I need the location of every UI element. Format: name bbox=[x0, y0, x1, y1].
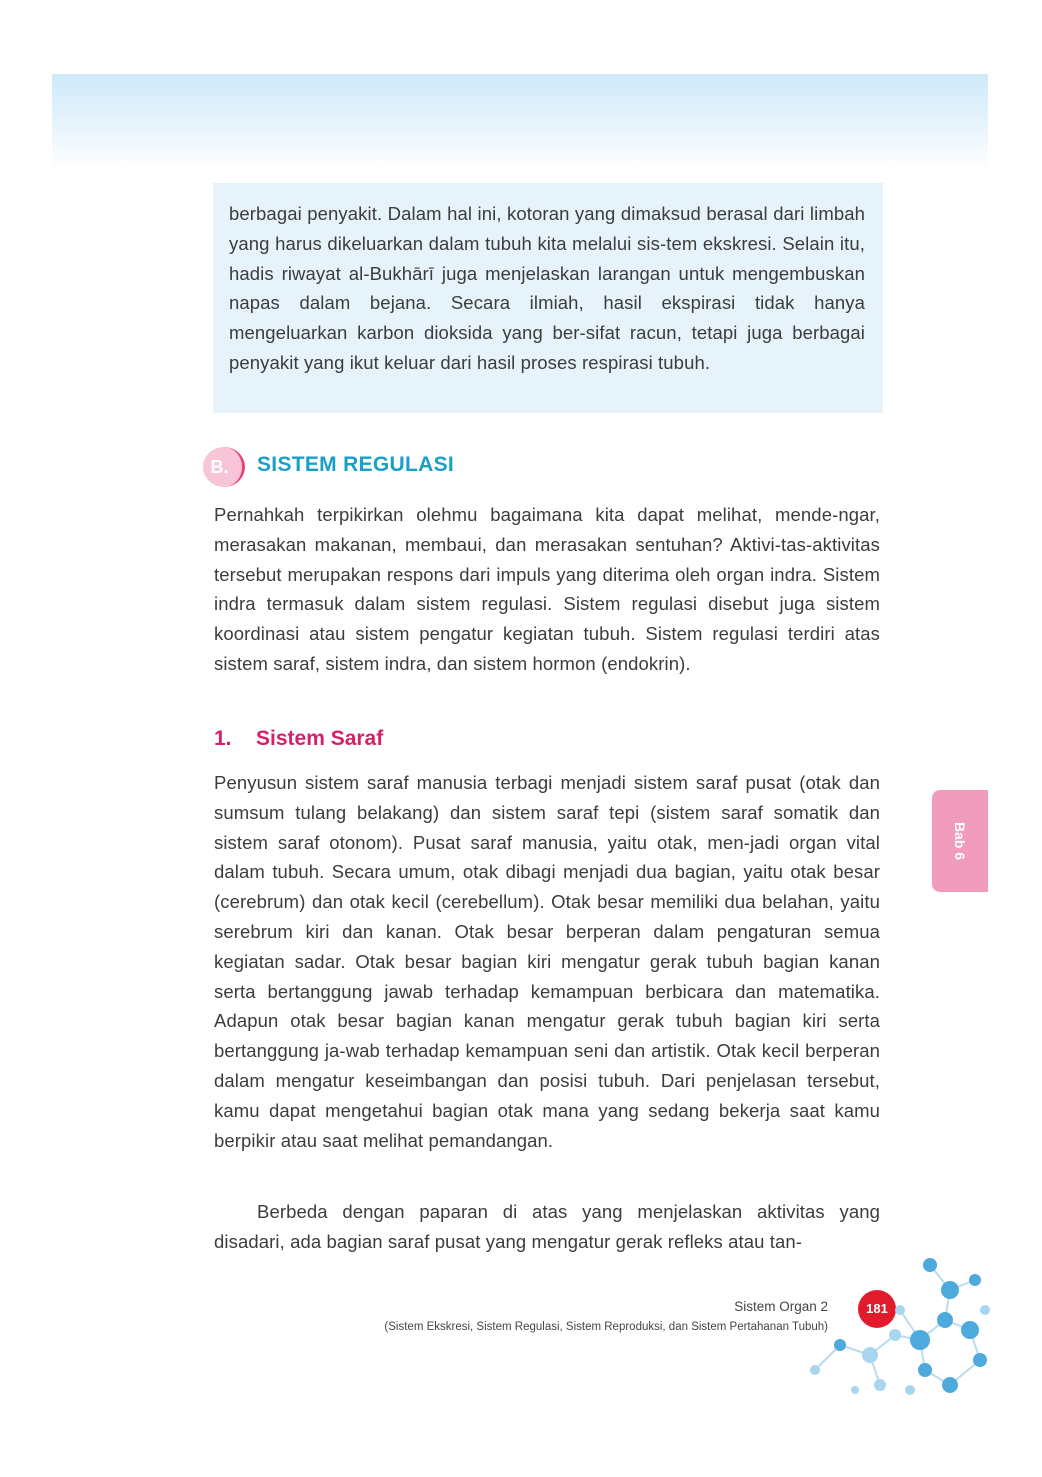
footer-book-subtitle: (Sistem Ekskresi, Sistem Regulasi, Sistem Reproduksi, dan Sistem Pertahanan Tubuh) bbox=[384, 1321, 828, 1333]
intro-paragraph: Pernahkah terpikirkan olehmu bagaimana kita dapat melihat, mende-ngar, merasakan makanan, membaui, dan merasakan sentuhan? Aktivi-tas-aktivitas tersebut merupakan respons dari impuls yang diterima oleh organ indra. Sistem indra termasuk dalam sistem regulasi. Sistem regulasi disebut juga sistem koordinasi atau sistem pengatur kegiatan tubuh. Sistem regulasi terdiri atas sistem saraf, sistem indra, dan sistem hormon (endokrin). bbox=[214, 504, 880, 674]
subsection-title: Sistem Saraf bbox=[256, 727, 384, 750]
body-paragraph-1: Penyusun sistem saraf manusia terbagi menjadi sistem saraf pusat (otak dan sumsum tulang belakang) dan sistem saraf tepi (sistem saraf somatik dan sistem saraf otonom). Pusat saraf manusia, yaitu otak, men-jadi organ vital dalam tubuh. Secara umum, otak dibagi menjadi dua bagian, yaitu otak besar (cerebrum) dan otak kecil (cerebellum). Otak besar memiliki dua belahan, yaitu serebrum kiri dan kanan. Otak besar berperan dalam pengaturan semua kegiatan sadar. Otak besar bagian kiri mengatur gerak tubuh bagian kanan serta bertanggung jawab terhadap kemampuan berbicara dan matematika. Adapun otak besar bagian kanan mengatur gerak tubuh bagian kiri serta bertanggung ja-wab terhadap kemampuan seni dan artistik. Otak kecil berperan dalam mengatur keseimbangan dan posisi tubuh. Dari penjelasan tersebut, kamu dapat mengetahui bagian otak mana yang sedang bekerja saat kamu berpikir atau saat melihat pemandangan. bbox=[214, 772, 880, 1151]
header-band bbox=[52, 74, 988, 169]
section-heading bbox=[203, 447, 603, 487]
section-letter-badge: B. bbox=[203, 447, 245, 487]
quote-box bbox=[213, 183, 883, 413]
subsection-number: 1. bbox=[214, 727, 232, 750]
section-intro bbox=[214, 500, 880, 679]
subsection-body-continued bbox=[214, 1197, 880, 1257]
subsection-heading bbox=[214, 727, 614, 755]
quote-text: berbagai penyakit. Dalam hal ini, kotoran yang dimaksud berasal dari limbah yang harus dikeluarkan dalam tubuh kita melalui sis-tem ekskresi. Selain itu, hadis riwayat al-Bukhārī juga menjelaskan larangan untuk mengembuskan napas dalam bejana. Secara ilmiah, hasil ekspirasi tidak hanya mengeluarkan karbon dioksida yang ber-sifat racun, tetapi juga berbagai penyakit yang ikut keluar dari hasil proses respirasi tubuh. bbox=[229, 203, 865, 373]
chapter-tab-label: Bab 6 bbox=[952, 821, 968, 861]
footer-book-title: Sistem Organ 2 bbox=[734, 1299, 828, 1314]
chapter-tab bbox=[932, 790, 988, 892]
section-title: SISTEM REGULASI bbox=[257, 453, 455, 476]
molecule-decoration-icon bbox=[800, 1250, 1000, 1410]
subsection-body bbox=[214, 768, 880, 1155]
body-paragraph-2: Berbeda dengan paparan di atas yang menjelaskan aktivitas yang disadari, ada bagian saraf pusat yang mengatur gerak refleks atau tan- bbox=[214, 1201, 880, 1252]
page-number-badge: 181 bbox=[858, 1290, 896, 1328]
